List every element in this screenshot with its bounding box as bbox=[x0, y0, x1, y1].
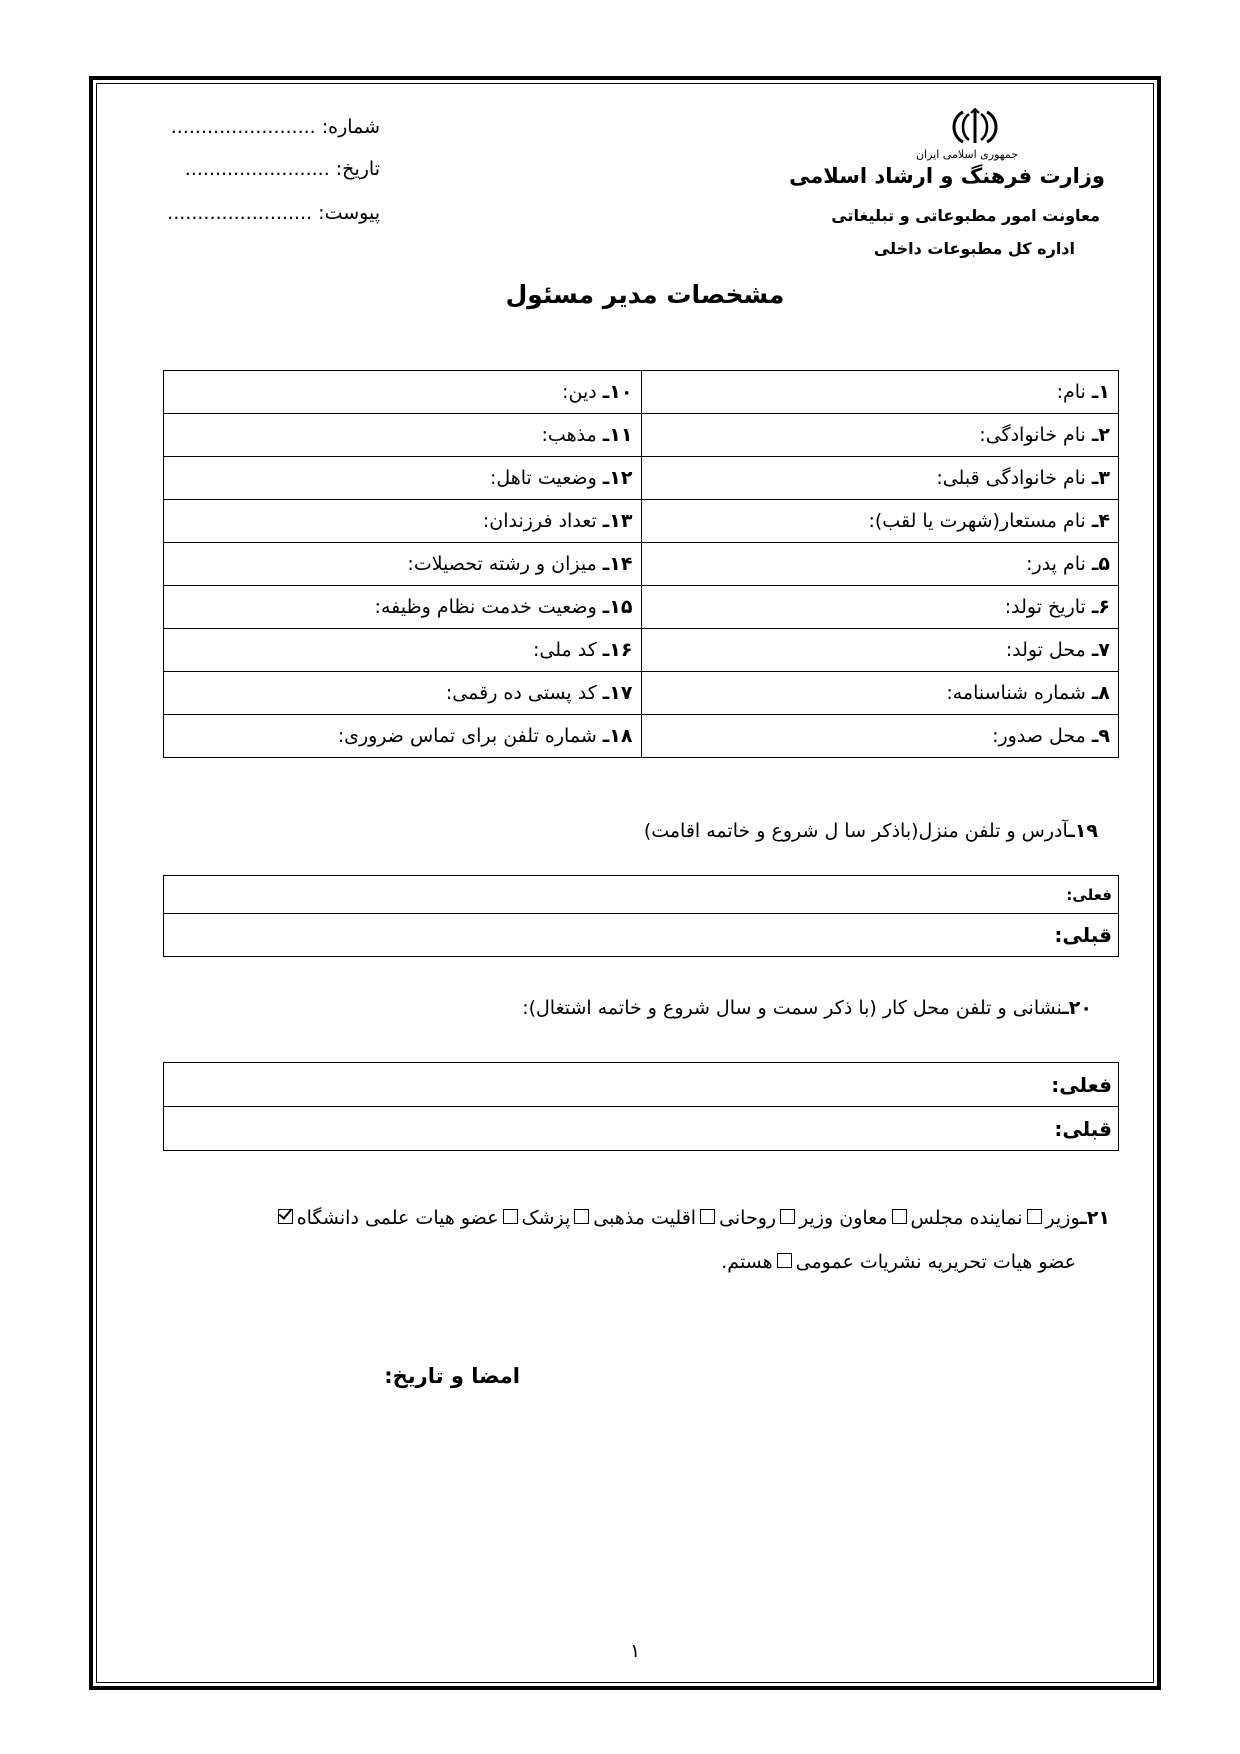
field-number: ۱۶ـ bbox=[602, 639, 633, 661]
q19-number: ۱۹ـ bbox=[1068, 820, 1098, 842]
field-cell-right[interactable] bbox=[641, 543, 1119, 586]
field-number: ۱۰ـ bbox=[602, 381, 633, 403]
field-cell-left[interactable] bbox=[164, 500, 642, 543]
field-label: تاریخ تولد: bbox=[1004, 596, 1086, 618]
field-number: ۱۸ـ bbox=[602, 725, 633, 747]
field-cell-left[interactable] bbox=[164, 543, 642, 586]
field-label: شماره شناسنامه: bbox=[946, 682, 1086, 704]
field-number: ۱۲ـ bbox=[602, 467, 633, 489]
q21-number: ۲۱ـ bbox=[1080, 1207, 1110, 1229]
personal-info-table bbox=[163, 370, 1119, 758]
field-label: میزان و رشته تحصیلات: bbox=[407, 553, 597, 575]
home-previous-label: قبلی: bbox=[1054, 923, 1112, 947]
field-number: ۴ـ bbox=[1091, 510, 1110, 532]
work-current-label: فعلی: bbox=[1051, 1072, 1112, 1097]
field-label: محل صدور: bbox=[992, 725, 1086, 747]
q21-suffix: هستم. bbox=[721, 1251, 773, 1273]
role-checkbox[interactable] bbox=[777, 1253, 792, 1268]
field-label: نام پدر: bbox=[1026, 553, 1086, 575]
field-row bbox=[164, 371, 1119, 414]
field-number: ۲ـ bbox=[1091, 424, 1110, 446]
field-number: ۷ـ bbox=[1091, 639, 1110, 661]
attachment-dots: ........................ bbox=[167, 202, 313, 224]
signature-label: امضا و تاریخ: bbox=[384, 1364, 520, 1388]
role-option-label: نماینده مجلس bbox=[910, 1207, 1023, 1229]
role-checkbox[interactable] bbox=[780, 1209, 795, 1224]
field-number: ۳ـ bbox=[1091, 467, 1110, 489]
field-cell-right[interactable] bbox=[641, 414, 1119, 457]
field-cell-right[interactable] bbox=[641, 672, 1119, 715]
attachment-field bbox=[167, 202, 380, 224]
role-option-label: اقلیت مذهبی bbox=[593, 1207, 697, 1229]
role-checkbox[interactable] bbox=[574, 1209, 589, 1224]
role-option-label: عضو هیات تحریریه نشریات عمومی bbox=[795, 1251, 1076, 1273]
field-number: ۵ـ bbox=[1091, 553, 1110, 575]
field-label: نام: bbox=[1056, 381, 1086, 403]
role-checkbox[interactable] bbox=[1027, 1209, 1042, 1224]
field-label: کد پستی ده رقمی: bbox=[445, 682, 597, 704]
page-number: ۱ bbox=[630, 1640, 641, 1662]
home-current-label: فعلی: bbox=[1066, 885, 1112, 904]
field-cell-right[interactable] bbox=[641, 715, 1119, 758]
field-cell-right[interactable] bbox=[641, 629, 1119, 672]
field-label: نام خانوادگی قبلی: bbox=[936, 467, 1086, 489]
ministry-name: وزارت فرهنگ و ارشاد اسلامی bbox=[789, 164, 1105, 188]
attachment-label: پیوست: bbox=[318, 202, 380, 224]
date-label: تاریخ: bbox=[335, 158, 380, 180]
role-checkbox[interactable] bbox=[503, 1209, 518, 1224]
document-title: مشخصات مدیر مسئول bbox=[505, 280, 785, 309]
field-cell-right[interactable] bbox=[641, 371, 1119, 414]
role-option-label: وزیر bbox=[1045, 1207, 1081, 1229]
q19-text: آدرس و تلفن منزل(باذکر سا ل شروع و خاتمه اقامت) bbox=[643, 820, 1069, 842]
role-option-label: روحانی bbox=[719, 1207, 777, 1229]
field-label: وضعیت تاهل: bbox=[489, 467, 597, 489]
field-number: ۸ـ bbox=[1091, 682, 1110, 704]
deputy-name: معاونت امور مطبوعاتی و تبلیغاتی bbox=[831, 206, 1100, 225]
role-option-label: معاون وزیر bbox=[799, 1207, 888, 1229]
work-address-previous[interactable] bbox=[164, 1107, 1119, 1151]
home-address-previous[interactable] bbox=[164, 914, 1119, 957]
field-label: شماره تلفن برای تماس ضروری: bbox=[337, 725, 597, 747]
field-cell-right[interactable] bbox=[641, 500, 1119, 543]
field-label: نام خانوادگی: bbox=[979, 424, 1086, 446]
field-number: ۱۷ـ bbox=[602, 682, 633, 704]
field-cell-right[interactable] bbox=[641, 586, 1119, 629]
field-number: ۱۴ـ bbox=[602, 553, 633, 575]
field-row bbox=[164, 500, 1119, 543]
field-number: ۱۵ـ bbox=[602, 596, 633, 618]
field-number: ۱۱ـ bbox=[602, 424, 633, 446]
field-row bbox=[164, 629, 1119, 672]
role-checkbox[interactable] bbox=[700, 1209, 715, 1224]
field-row bbox=[164, 457, 1119, 500]
field-row bbox=[164, 672, 1119, 715]
field-row bbox=[164, 586, 1119, 629]
work-address-table bbox=[163, 1062, 1119, 1151]
field-label: محل تولد: bbox=[1005, 639, 1086, 661]
q21-role-options bbox=[110, 1196, 1110, 1284]
field-label: کد ملی: bbox=[532, 639, 597, 661]
iran-emblem-icon bbox=[945, 108, 1005, 146]
home-address-table bbox=[163, 875, 1119, 957]
emblem-caption: جمهوری اسلامی ایران bbox=[915, 148, 1018, 161]
field-cell-left[interactable] bbox=[164, 414, 642, 457]
number-dots: ........................ bbox=[170, 116, 316, 138]
role-option-label: پزشک bbox=[521, 1207, 571, 1229]
field-number: ۱۳ـ bbox=[602, 510, 633, 532]
number-field bbox=[171, 116, 380, 138]
field-number: ۶ـ bbox=[1091, 596, 1110, 618]
field-row bbox=[164, 543, 1119, 586]
field-row bbox=[164, 414, 1119, 457]
date-field bbox=[185, 158, 380, 180]
office-name: اداره کل مطبوعات داخلی bbox=[873, 239, 1075, 258]
q20-text: نشانی و تلفن محل کار (با ذکر سمت و سال شروع و خاتمه اشتغال): bbox=[522, 997, 1063, 1019]
role-option-label: عضو هیات علمی دانشگاه bbox=[296, 1207, 499, 1229]
field-label: مذهب: bbox=[541, 424, 597, 446]
field-number: ۹ـ bbox=[1091, 725, 1110, 747]
field-cell-left[interactable] bbox=[164, 629, 642, 672]
field-cell-left[interactable] bbox=[164, 586, 642, 629]
field-cell-right[interactable] bbox=[641, 457, 1119, 500]
field-cell-left[interactable] bbox=[164, 715, 642, 758]
field-label: دین: bbox=[562, 381, 597, 403]
q20-number: ۲۰ـ bbox=[1062, 997, 1092, 1019]
field-number: ۱ـ bbox=[1091, 381, 1110, 403]
field-label: تعداد فرزندان: bbox=[482, 510, 597, 532]
home-address-current[interactable] bbox=[164, 876, 1119, 914]
role-checkbox[interactable] bbox=[278, 1209, 293, 1224]
role-checkbox[interactable] bbox=[892, 1209, 907, 1224]
q20-label bbox=[522, 997, 1092, 1019]
q19-label bbox=[644, 820, 1098, 842]
field-label: نام مستعار(شهرت یا لقب): bbox=[868, 510, 1086, 532]
number-label: شماره: bbox=[321, 116, 380, 138]
field-cell-left[interactable] bbox=[164, 457, 642, 500]
work-previous-label: قبلی: bbox=[1054, 1116, 1112, 1141]
work-address-current[interactable] bbox=[164, 1063, 1119, 1107]
field-cell-left[interactable] bbox=[164, 371, 642, 414]
field-cell-left[interactable] bbox=[164, 672, 642, 715]
field-row bbox=[164, 715, 1119, 758]
date-dots: ........................ bbox=[184, 158, 330, 180]
field-label: وضعیت خدمت نظام وظیفه: bbox=[374, 596, 597, 618]
